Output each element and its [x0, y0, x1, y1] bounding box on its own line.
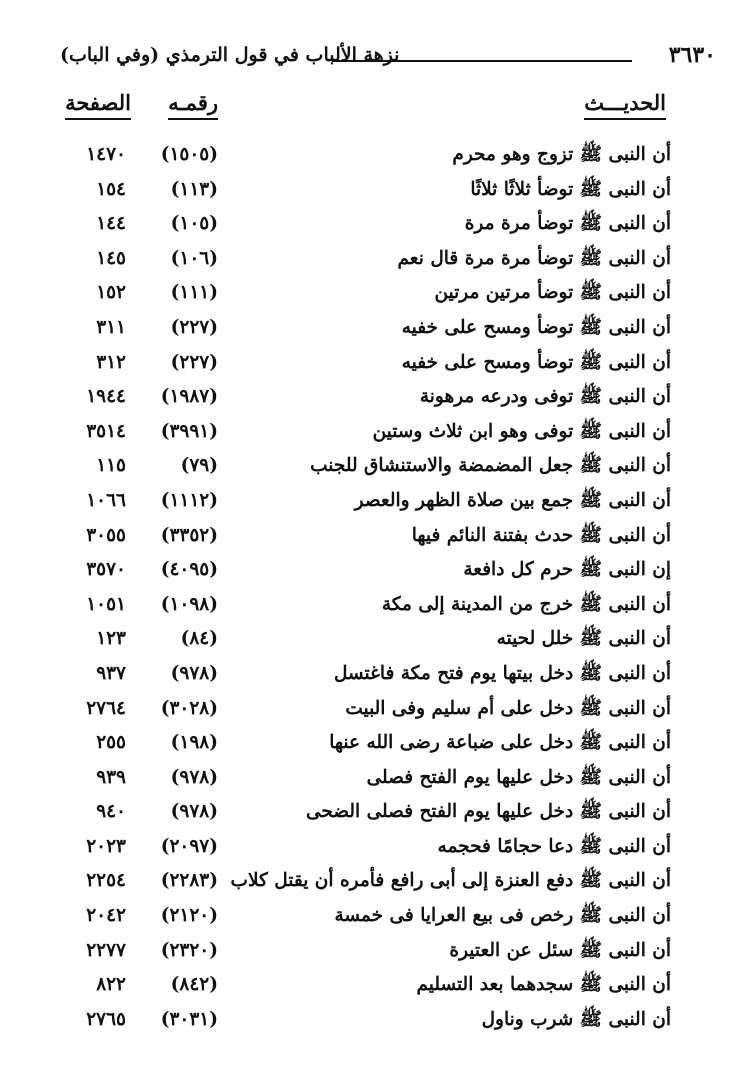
table-row — [0, 659, 756, 694]
table-row — [0, 763, 756, 798]
page-reference: ٣١٢ — [96, 351, 126, 373]
hadith-text: أن النبى ﷺ توضأ مرة مرة قال نعم — [397, 247, 671, 269]
table-row — [0, 832, 756, 867]
hadith-number: (١١١) — [170, 282, 218, 304]
page-reference: ٣٥١٤ — [86, 420, 126, 442]
hadith-text: أن النبى ﷺ سئل عن العتيرة — [449, 939, 671, 961]
hadith-text: أن النبى ﷺ دفع العنزة إلى أبى رافع فأمره أن يقتل كلاب — [230, 870, 671, 892]
table-row — [0, 486, 756, 521]
running-title: نزهة الألباب في قول الترمذي (وفي الباب) — [60, 44, 400, 66]
hadith-number: (٢١٢٠) — [160, 905, 218, 927]
hadith-text: أن النبى ﷺ توضأ مرتين مرتين — [434, 282, 671, 304]
hadith-number: (١٠٥) — [170, 213, 218, 235]
table-row — [0, 209, 756, 244]
hadith-number: (٨٤٢) — [170, 974, 218, 996]
hadith-number: (٢٣٢٠) — [160, 939, 218, 961]
page-reference: ٢٧٦٤ — [86, 697, 126, 719]
page-reference: ١٩٤٤ — [86, 386, 126, 408]
table-row — [0, 866, 756, 901]
page-number: ٣٦٣٠ — [668, 42, 716, 68]
hadith-number: (٢٢٨٣) — [160, 870, 218, 892]
hadith-number: (١٥٠٥) — [160, 144, 218, 165]
page-reference: ٩٤٠ — [96, 801, 126, 823]
page-reference: ١١٥ — [96, 455, 126, 477]
table-row — [0, 797, 756, 832]
table-row — [0, 694, 756, 729]
page-reference: ٢٠٤٢ — [86, 905, 126, 927]
hadith-number: (١٩٨) — [170, 732, 218, 754]
hadith-number: (٣٣٥٢) — [160, 524, 218, 546]
hadith-number: (١٠٦) — [170, 247, 218, 269]
page-reference: ٢٧٦٥ — [86, 1008, 126, 1030]
page-reference: ١٢٣ — [96, 628, 126, 650]
page-reference: ٢٢٧٧ — [86, 939, 126, 961]
table-row — [0, 901, 756, 936]
hadith-text: أن النبى ﷺ توفى وهو ابن ثلاث وستين — [372, 420, 671, 442]
table-row — [0, 175, 756, 210]
hadith-number: (٤٠٩٥) — [160, 559, 218, 581]
table-row — [0, 451, 756, 486]
table-row — [0, 348, 756, 383]
table-row — [0, 728, 756, 763]
table-row — [0, 313, 756, 348]
hadith-number: (٢٢٧) — [170, 351, 218, 373]
page-reference: ١٤٧٠ — [86, 144, 126, 165]
table-row — [0, 1005, 756, 1040]
hadith-text: أن النبى ﷺ دخل على ضباعة رضى الله عنها — [329, 732, 671, 754]
hadith-number: (٢٠٩٧) — [160, 835, 218, 857]
page-reference: ١٥٤ — [96, 178, 126, 200]
hadith-number: (١١٣) — [170, 178, 218, 200]
table-row — [0, 970, 756, 1005]
hadith-text: أن النبى ﷺ سجدهما بعد التسليم — [416, 974, 671, 996]
page-reference: ٩٣٧ — [96, 662, 126, 684]
hadith-text: أن النبى ﷺ توضأ ثلاثًا ثلاثًا — [470, 178, 671, 200]
page-header — [40, 42, 716, 76]
table-row — [0, 244, 756, 279]
hadith-text: أن النبى ﷺ رخص فى بيع العرايا فى خمسة — [334, 905, 671, 927]
hadith-number: (٣٩٩١) — [160, 420, 218, 442]
hadith-number: (٩٧٨) — [170, 766, 218, 788]
hadith-number: (٧٩) — [180, 455, 218, 477]
hadith-text: أن النبى ﷺ توضأ ومسح على خفيه — [401, 351, 671, 373]
table-row — [0, 555, 756, 590]
page-reference: ٢٠٢٣ — [86, 835, 126, 857]
hadith-text: أن النبى ﷺ خلل لحيته — [496, 628, 671, 650]
hadith-text: أن النبى ﷺ جمع بين صلاة الظهر والعصر — [354, 489, 671, 511]
table-row — [0, 590, 756, 625]
page-reference: ١٤٥ — [96, 247, 126, 269]
column-heading-number: رقمـه — [168, 90, 218, 120]
hadith-text: أن النبى ﷺ دعا حجامًا فحجمه — [437, 835, 671, 857]
hadith-text: أن النبى ﷺ دخل بيتها يوم فتح مكة فاغتسل — [334, 662, 671, 684]
hadith-text: أن النبى ﷺ جعل المضمضة والاستنشاق للجنب — [310, 455, 671, 477]
table-row — [0, 140, 756, 175]
page-reference: ٣٠٥٥ — [86, 524, 126, 546]
page-reference: ٣٥٧٠ — [86, 559, 126, 581]
hadith-number: (١٩٨٧) — [160, 386, 218, 408]
hadith-number: (٩٧٨) — [170, 662, 218, 684]
hadith-text: أن النبى ﷺ تزوج وهو محرم — [452, 144, 671, 165]
page-reference: ٨٢٢ — [96, 974, 126, 996]
page-reference: ٢٥٥ — [96, 732, 126, 754]
hadith-text: أن النبى ﷺ توفى ودرعه مرهونة — [419, 386, 671, 408]
hadith-text: أن النبى ﷺ توضأ مرة مرة — [464, 213, 671, 235]
hadith-number: (٢٢٧) — [170, 316, 218, 338]
page-reference: ١٥٢ — [96, 282, 126, 304]
table-row — [0, 417, 756, 452]
column-heading-hadith: الحديـــث — [584, 90, 666, 120]
hadith-number: (٣٠٣١) — [160, 1008, 218, 1030]
table-row — [0, 521, 756, 556]
table-row — [0, 278, 756, 313]
table-row — [0, 624, 756, 659]
page-reference: ٣١١ — [96, 316, 126, 338]
page-reference: ١٠٥١ — [86, 593, 126, 615]
table-row — [0, 936, 756, 971]
hadith-text: أن النبى ﷺ حدث بفتنة النائم فيها — [411, 524, 671, 546]
hadith-number: (٩٧٨) — [170, 801, 218, 823]
page-reference: ١٤٤ — [96, 213, 126, 235]
hadith-number: (٨٤) — [180, 628, 218, 650]
column-heading-page: الصفحة — [65, 90, 131, 120]
page-reference: ١٠٦٦ — [86, 489, 126, 511]
hadith-text: إن النبى ﷺ حرم كل دافعة — [463, 559, 671, 581]
page-reference: ٩٣٩ — [96, 766, 126, 788]
index-table — [0, 140, 756, 1039]
hadith-text: أن النبى ﷺ دخل عليها يوم الفتح فصلى — [366, 766, 671, 788]
hadith-text: أن النبى ﷺ دخل على أم سليم وفى البيت — [345, 697, 671, 719]
hadith-text: أن النبى ﷺ دخل عليها يوم الفتح فصلى الضحى — [306, 801, 671, 823]
table-row — [0, 382, 756, 417]
hadith-number: (٣٠٢٨) — [160, 697, 218, 719]
page-reference: ٢٢٥٤ — [86, 870, 126, 892]
hadith-number: (١١١٢) — [160, 489, 218, 511]
hadith-text: أن النبى ﷺ خرج من المدينة إلى مكة — [381, 593, 671, 615]
hadith-text: أن النبى ﷺ شرب وناول — [481, 1008, 671, 1030]
hadith-text: أن النبى ﷺ توضأ ومسح على خفيه — [401, 316, 671, 338]
hadith-number: (١٠٩٨) — [160, 593, 218, 615]
